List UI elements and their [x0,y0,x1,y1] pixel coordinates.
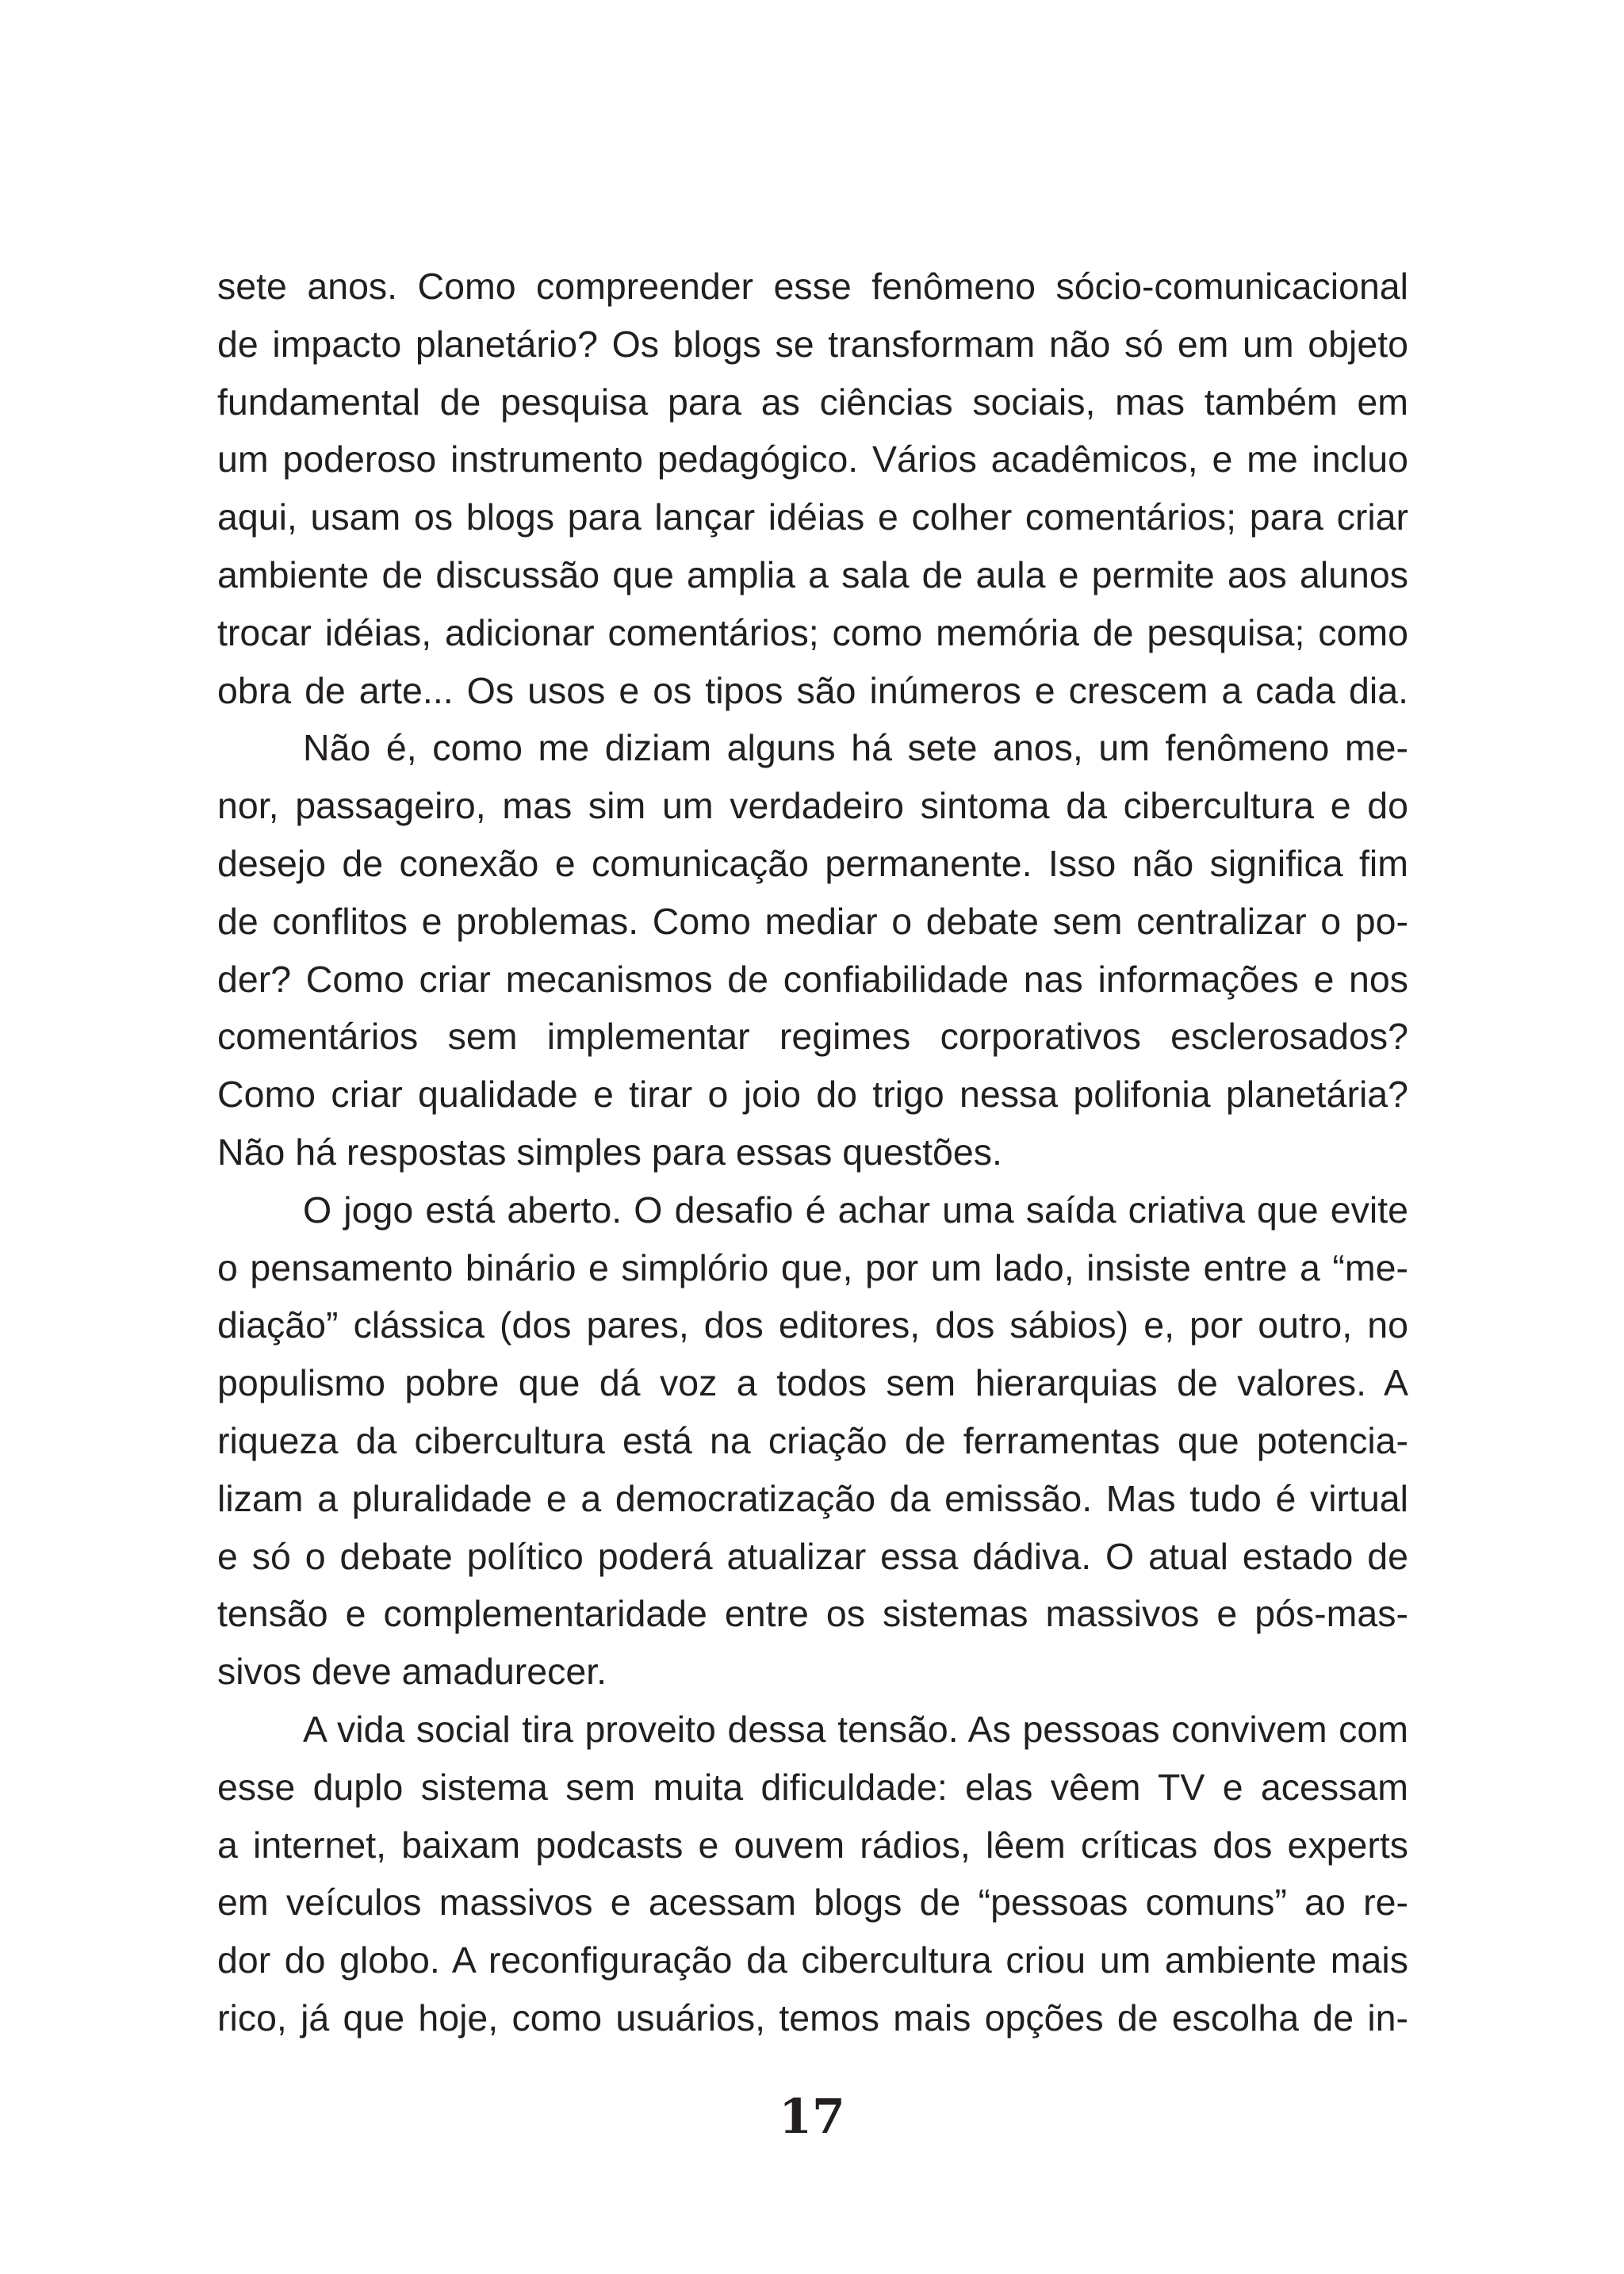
text-line: riqueza da cibercultura está na criação de ferramentas que potencia- [217,1419,1408,1461]
text-line: de conflitos e problemas. Como mediar o debate sem centralizar o po- [217,900,1408,942]
text-line: sivos deve amadurecer. [217,1651,607,1693]
text-line: e só o debate político poderá atualizar essa dádiva. O atual estado de [217,1535,1408,1577]
text-line: aqui, usam os blogs para lançar idéias e colher comentários; para criar [217,496,1408,538]
text-line: o pensamento binário e simplório que, por um lado, insiste entre a “me- [217,1246,1408,1288]
text-line: um poderoso instrumento pedagógico. Vários acadêmicos, e me incluo [217,438,1408,480]
text-line: obra de arte... Os usos e os tipos são inúmeros e crescem a cada dia. [217,669,1408,711]
text-line: A vida social tira proveito dessa tensão. As pessoas convivem com [303,1708,1408,1750]
text-line: trocar idéias, adicionar comentários; como memória de pesquisa; como [217,611,1408,653]
text-line: O jogo está aberto. O desafio é achar uma saída criativa que evite [303,1189,1408,1231]
text-line: tensão e complementaridade entre os sistemas massivos e pós-mas- [217,1593,1408,1635]
text-line: rico, já que hoje, como usuários, temos mais opções de escolha de in- [217,1996,1408,2039]
text-line: ambiente de discussão que amplia a sala de aula e permite aos alunos [217,553,1408,595]
body-text [217,258,1408,2047]
text-line: populismo pobre que dá voz a todos sem hierarquias de valores. A [217,1362,1408,1404]
text-line: Não há respostas simples para essas questões. [217,1131,1002,1173]
text-line: de impacto planetário? Os blogs se transformam não só em um objeto [217,323,1408,365]
text-line: em veículos massivos e acessam blogs de “pessoas comuns” ao re- [217,1882,1408,1924]
text-line: Não é, como me diziam alguns há sete anos, um fenômeno me- [303,727,1408,769]
text-line: dor do globo. A reconfiguração da cibercultura criou um ambiente mais [217,1939,1408,1981]
text-line: desejo de conexão e comunicação permanente. Isso não significa fim [217,842,1408,884]
text-line: Como criar qualidade e tirar o joio do trigo nessa polifonia planetária? [217,1074,1408,1116]
text-line: comentários sem implementar regimes corporativos esclerosados? [217,1016,1408,1058]
text-line: sete anos. Como compreender esse fenômeno sócio-comunicacional [217,266,1408,307]
text-line: lizam a pluralidade e a democratização da emissão. Mas tudo é virtual [217,1477,1408,1519]
text-line: der? Como criar mecanismos de confiabilidade nas informações e nos [217,958,1408,1000]
text-line: diação” clássica (dos pares, dos editores, dos sábios) e, por outro, no [217,1304,1408,1346]
page-number: 17 [779,2089,845,2145]
text-line: esse duplo sistema sem muita dificuldade: elas vêem TV e acessam [217,1766,1408,1808]
text-line: fundamental de pesquisa para as ciências sociais, mas também em [217,381,1408,423]
text-line: a internet, baixam podcasts e ouvem rádios, lêem críticas dos experts [217,1824,1408,1866]
text-line: nor, passageiro, mas sim um verdadeiro sintoma da cibercultura e do [217,785,1408,827]
